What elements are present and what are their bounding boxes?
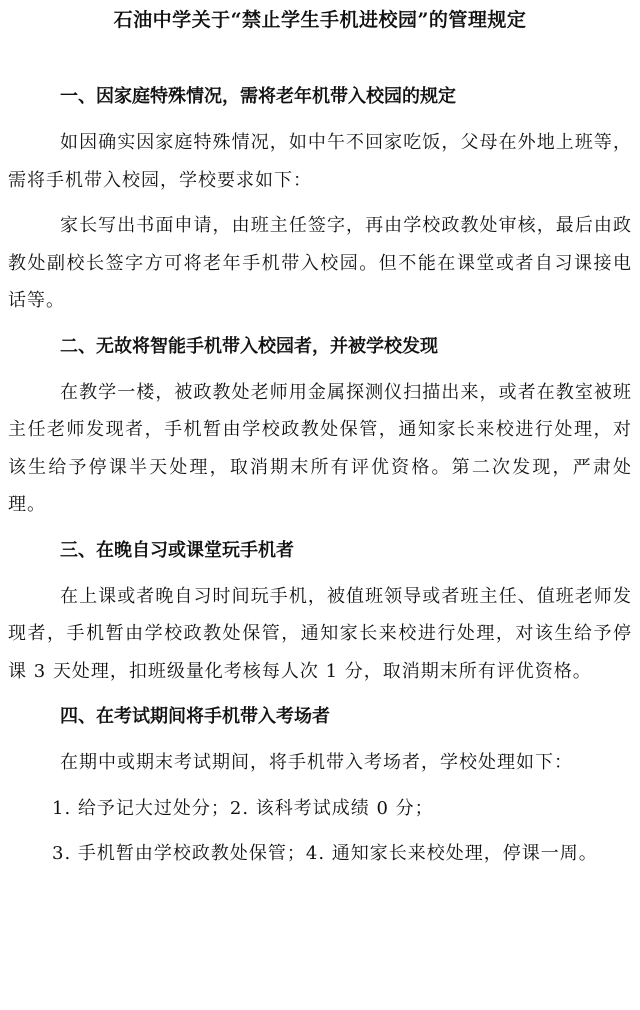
- section-heading: 四、在考试期间将手机带入考场者: [60, 706, 330, 727]
- paragraph: 家长写出书面申请，由班主任签字，再由学校政教处审核，最后由政教处副校长签字方可将老年手机带入校园。但不能在课堂或者自习课接电话等。: [8, 215, 632, 311]
- paragraph: 在教学一楼，被政教处老师用金属探测仪扫描出来，或者在教室被班主任老师发现者，手机暂由学校政教处保管，通知家长来校进行处理，对该生给予停课半天处理，取消期末所有评优资格。第二次发现，严肃处理。: [8, 381, 632, 515]
- list-line: 1. 给予记大过处分；2. 该科考试成绩 0 分；: [52, 797, 434, 819]
- document-title: 石油中学关于“禁止学生手机进校园”的管理规定: [113, 9, 527, 31]
- section-heading: 一、因家庭特殊情况，需将老年机带入校园的规定: [60, 86, 456, 107]
- section-heading: 三、在晚自习或课堂玩手机者: [60, 539, 294, 561]
- section-2: [8, 328, 632, 524]
- paragraph: 在上课或者晚自习时间玩手机，被值班领导或者班主任、值班老师发现者，手机暂由学校政教处保管，通知家长来校进行处理，对该生给予停课 3 天处理，扣班级量化考核每人次 1 分，取消期末所有评优资格。: [8, 585, 632, 682]
- section-4: [8, 698, 632, 873]
- section-3: [8, 532, 632, 691]
- section-heading: 二、无故将智能手机带入校园者，并被学校发现: [60, 335, 438, 357]
- paragraph: 在期中或期末考试期间，将手机带入考场者，学校处理如下：: [60, 752, 573, 773]
- paragraph: 如因确实因家庭特殊情况，如中午不回家吃饭，父母在外地上班等，需将手机带入校园，学校要求如下：: [8, 132, 632, 191]
- section-1: [8, 78, 632, 320]
- list-line: 3. 手机暂由学校政教处保管；4. 通知家长来校处理，停课一周。: [52, 843, 598, 864]
